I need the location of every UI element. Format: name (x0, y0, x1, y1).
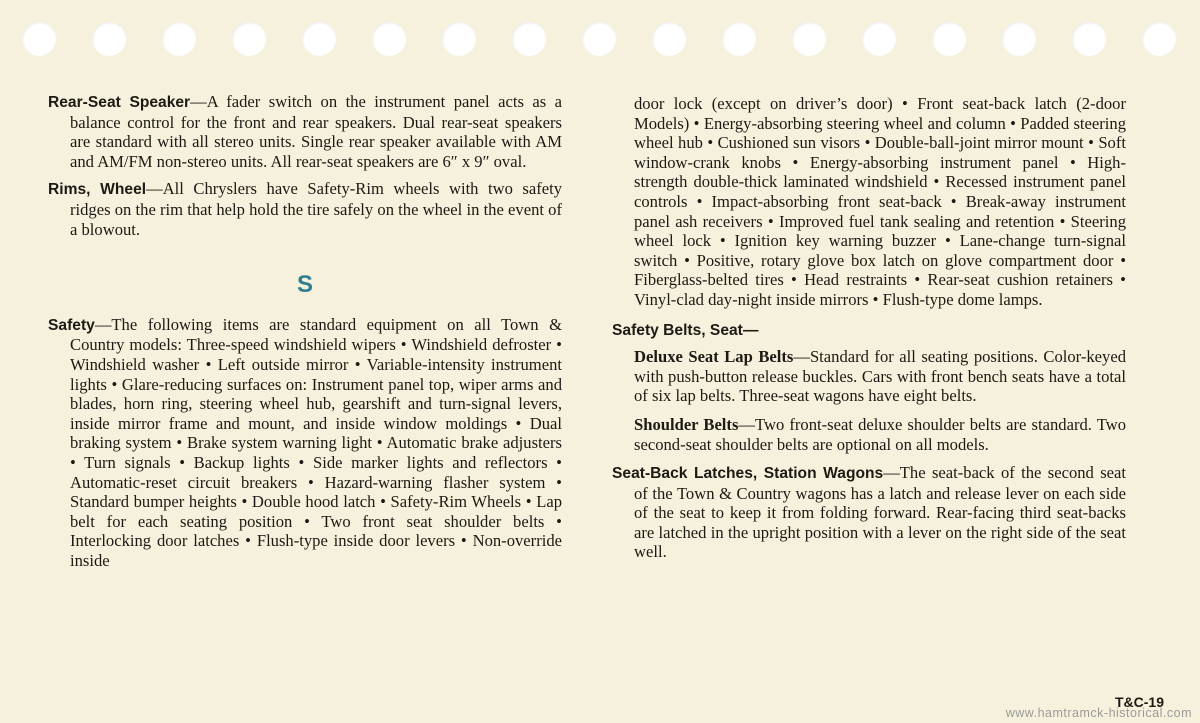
binder-holes (0, 22, 1200, 62)
entry-text: —All Chryslers have Safety-Rim wheels with two safety ridges on the rim that help hold the tire safely on the wheel in the event of a blowout. (70, 179, 563, 239)
right-column (612, 94, 1126, 570)
entry-shoulder-belts (612, 415, 1126, 454)
entry-term: Safety (48, 316, 95, 334)
entry-deluxe-lap-belts (612, 347, 1126, 406)
entry-safety (48, 315, 562, 571)
binder-hole (932, 22, 966, 56)
left-column (48, 92, 562, 578)
binder-hole (652, 22, 686, 56)
entry-rear-seat-speaker (48, 92, 562, 171)
entry-text: —The seat-back of the second seat of the Town & Country wagons has a latch and release lever on each side of the seat to keep it from folding forward. Rear-facing third seat-backs are latched in the upright position with a lever on the right side of the seat well. (634, 463, 1126, 562)
binder-hole (92, 22, 126, 56)
binder-hole (162, 22, 196, 56)
binder-hole (442, 22, 476, 56)
binder-hole (582, 22, 616, 56)
entry-text: —Two front-seat deluxe shoulder belts are standard. Two second-seat shoulder belts are optional on all models. (634, 414, 1126, 454)
binder-hole (862, 22, 896, 56)
entry-text: —A fader switch on the instrument panel acts as a balance control for the front and rear speakers. Dual rear-seat speakers are standard with all stereo units. Single rear speaker available with AM and AM/FM non-stereo units. All rear-seat speakers are 6″ x 9″ oval. (70, 92, 562, 171)
entry-term: Deluxe Seat Lap Belts (634, 347, 794, 367)
entry-term: Safety Belts, Seat— (612, 321, 759, 339)
binder-hole (302, 22, 336, 56)
binder-hole (792, 22, 826, 56)
binder-hole (1142, 22, 1176, 56)
binder-hole (1002, 22, 1036, 56)
binder-hole (722, 22, 756, 56)
binder-hole (512, 22, 546, 56)
entry-safety-belts-heading (612, 320, 1126, 341)
safety-continued: door lock (except on driver’s door) • Front seat-back latch (2-door Models) • Energy-absorbing steering wheel and column • Padded steering wheel hub • Cushioned sun visors • Double-ball-joint mirror mount • Soft window-crank knobs • Energy-absorbing instrument panel • High-strength double-thick laminated windshield • Recessed instrument panel controls • Impact-absorbing front seat-back • Break-away instrument panel ash receivers • Improved fuel tank sealing and retention • Steering wheel lock • Ignition key warning buzzer • Lane-change turn-signal switch • Positive, rotary glove box latch on glove compartment door • Fiberglass-belted tires • Head restraints • Rear-seat cushion retainers • Vinyl-clad day-night inside mirrors • Flush-type dome lamps. (634, 94, 1126, 309)
page-number: T&C-19 (1114, 694, 1164, 710)
watermark: www.hamtramck-historical.com (1005, 706, 1192, 720)
entry-term: Rims, Wheel (48, 181, 147, 199)
binder-hole (232, 22, 266, 56)
entry-text: —The following items are standard equipment on all Town & Country models: Three-speed windshield wipers • Windshield defroster • Windshield washer • Left outside mirror • Variable-intensity instrument lights • Glare-reducing surfaces on: Instrument panel top, wiper arms and blades, horn ring, steering wheel hub, gearshift and turn-signal levers, inside mirror frame and mount, and inside window moldings • Dual braking system • Brake system warning light • Automatic brake adjusters • Turn signals • Backup lights • Side marker lights and reflectors • Automatic-reset circuit breakers • Hazard-warning flasher system • Standard bumper heights • Double hood latch • Safety-Rim Wheels • Lap belt for each seating position • Two front seat shoulder belts • Interlocking door latches • Flush-type inside door levers • Non-override inside (70, 314, 562, 570)
entry-term: Seat-Back Latches, Station Wagons (612, 465, 884, 483)
entry-term: Rear-Seat Speaker (48, 94, 191, 111)
entry-rims-wheel (48, 179, 562, 239)
binder-hole (372, 22, 406, 56)
entry-seat-back-latches (612, 463, 1126, 562)
binder-hole (1072, 22, 1106, 56)
entry-text: —Standard for all seating positions. Color-keyed with push-button release buckles. Cars with front bench seats have a total of six lap belts. Three-seat wagons have eight belts. (634, 347, 1127, 406)
binder-hole (22, 22, 56, 56)
section-letter: S (296, 271, 313, 299)
entry-term: Shoulder Belts (634, 414, 739, 434)
